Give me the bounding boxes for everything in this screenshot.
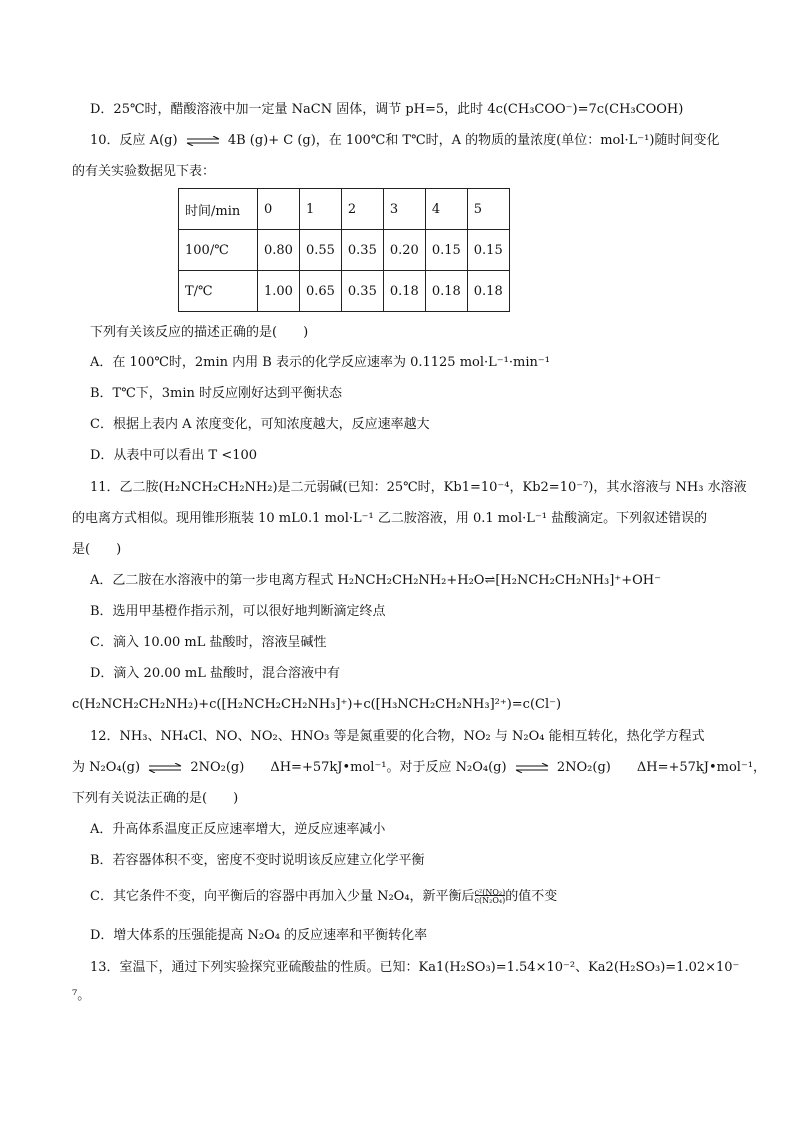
table-cell: 0.18 <box>383 271 425 312</box>
q11-title: 11．乙二胺(H₂NCH₂CH₂NH₂)是二元弱碱(已知：25℃时，Kb1=10⁻⁴，Kb2=10⁻⁷)，其水溶液与 NH₃ 水溶液 <box>90 480 747 495</box>
table-header-row <box>179 189 510 230</box>
q10-option-a: A．在 100℃时，2min 内用 B 表示的化学反应速率为 0.1125 mol·L⁻¹·min⁻¹ <box>90 355 550 370</box>
q10-option-b: B．T℃下，3min 时反应刚好达到平衡状态 <box>90 386 343 401</box>
table-cell: 0.15 <box>425 230 467 271</box>
q12-option-d: D．增大体系的压强能提高 N₂O₄ 的反应速率和平衡转化率 <box>90 928 428 943</box>
table-cell: 100/℃ <box>179 230 258 271</box>
table-cell: 1.00 <box>258 271 300 312</box>
table-row <box>179 230 510 271</box>
equilibrium-arrow-icon <box>186 136 220 146</box>
q11-stem: 是( ) <box>72 542 122 557</box>
table-cell: 3 <box>383 189 425 230</box>
equilibrium-arrow-icon <box>515 763 549 773</box>
q11-option-d-formula: c(H₂NCH₂CH₂NH₂)+c([H₂NCH₂CH₂NH₃]⁺)+c([H₃NCH₂CH₂NH₃]²⁺)=c(Cl⁻) <box>72 697 562 712</box>
q11-option-b: B．选用甲基橙作指示剂，可以很好地判断滴定终点 <box>90 604 386 619</box>
q12-option-a: A．升高体系温度正反应速率增大，逆反应速率减小 <box>90 822 386 837</box>
table-cell: 0.55 <box>299 230 341 271</box>
table-cell: 0.80 <box>258 230 300 271</box>
q10-option-c: C．根据上表内 A 浓度变化，可知浓度越大，反应速率越大 <box>90 417 430 432</box>
q11-title-cont: 的电离方式相似。现用锥形瓶装 10 mL0.1 mol·L⁻¹ 乙二胺溶液，用 0.1 mol·L⁻¹ 盐酸滴定。下列叙述错误的 <box>72 511 708 526</box>
q12-stem: 下列有关说法正确的是( ) <box>72 791 239 806</box>
q9-option-d: D．25℃时，醋酸溶液中加一定量 NaCN 固体，调节 pH=5，此时 4c(CH₃COO⁻)=7c(CH₃COOH) <box>90 102 684 117</box>
q10-option-d: D．从表中可以看出 T <100 <box>90 448 258 463</box>
table-row <box>179 271 510 312</box>
table-cell: T/℃ <box>179 271 258 312</box>
table-cell: 0 <box>258 189 300 230</box>
q11-option-c: C．滴入 10.00 mL 盐酸时，溶液呈碱性 <box>90 635 327 650</box>
equilibrium-arrow-icon <box>148 763 182 773</box>
q11-option-d: D．滴入 20.00 mL 盐酸时，混合溶液中有 <box>90 666 340 681</box>
table-cell: 0.18 <box>425 271 467 312</box>
q12-option-c: C．其它条件不变，向平衡后的容器中再加入少量 N₂O₄，新平衡后$\frac{\text{c²(NO₂)}}{\text{c(N₂O₄)}}$的值不变 <box>90 887 558 905</box>
q10-title-cont: 的有关实验数据见下表： <box>72 164 216 179</box>
table-cell: 0.18 <box>467 271 509 312</box>
table-cell: 0.20 <box>383 230 425 271</box>
table-cell: 时间/min <box>179 189 258 230</box>
table-cell: 2 <box>341 189 383 230</box>
table-cell: 0.15 <box>467 230 509 271</box>
fraction: $\frac{\text{c²(NO₂)}}{\text{c(N₂O₄)}}$ <box>474 887 506 905</box>
concentration-table <box>178 188 510 312</box>
q10-stem: 下列有关该反应的描述正确的是( ) <box>90 325 309 340</box>
table-cell: 4 <box>425 189 467 230</box>
table-cell: 0.35 <box>341 271 383 312</box>
q13-title-cont: ⁷。 <box>72 988 91 1003</box>
table-cell: 0.65 <box>299 271 341 312</box>
q10-title: 10．反应 A(g) 4B (g)+ C (g)，在 100℃和 T℃时，A 的物质的量浓度(单位：mol·L⁻¹)随时间变化 <box>90 133 720 148</box>
q12-title: 12．NH₃、NH₄Cl、NO、NO₂、HNO₃ 等是氮重要的化合物，NO₂ 与 N₂O₄ 能相互转化，热化学方程式 <box>90 729 705 744</box>
table-cell: 0.35 <box>341 230 383 271</box>
q11-option-a: A．乙二胺在水溶液中的第一步电离方程式 H₂NCH₂CH₂NH₂+H₂O⇌[H₂NCH₂CH₂NH₃]⁺+OH⁻ <box>90 573 661 588</box>
q12-equation: 为 N₂O₄(g) 2NO₂(g) ΔH=+57kJ•mol⁻¹。对于反应 N₂O₄(g) 2NO₂(g) ΔH=+57kJ•mol⁻¹， <box>72 760 767 775</box>
table-cell: 1 <box>299 189 341 230</box>
table-cell: 5 <box>467 189 509 230</box>
q12-option-b: B．若容器体积不变，密度不变时说明该反应建立化学平衡 <box>90 853 425 868</box>
q13-title: 13．室温下，通过下列实验探究亚硫酸盐的性质。已知：Ka1(H₂SO₃)=1.54×10⁻²、Ka2(H₂SO₃)=1.02×10⁻ <box>90 960 740 975</box>
